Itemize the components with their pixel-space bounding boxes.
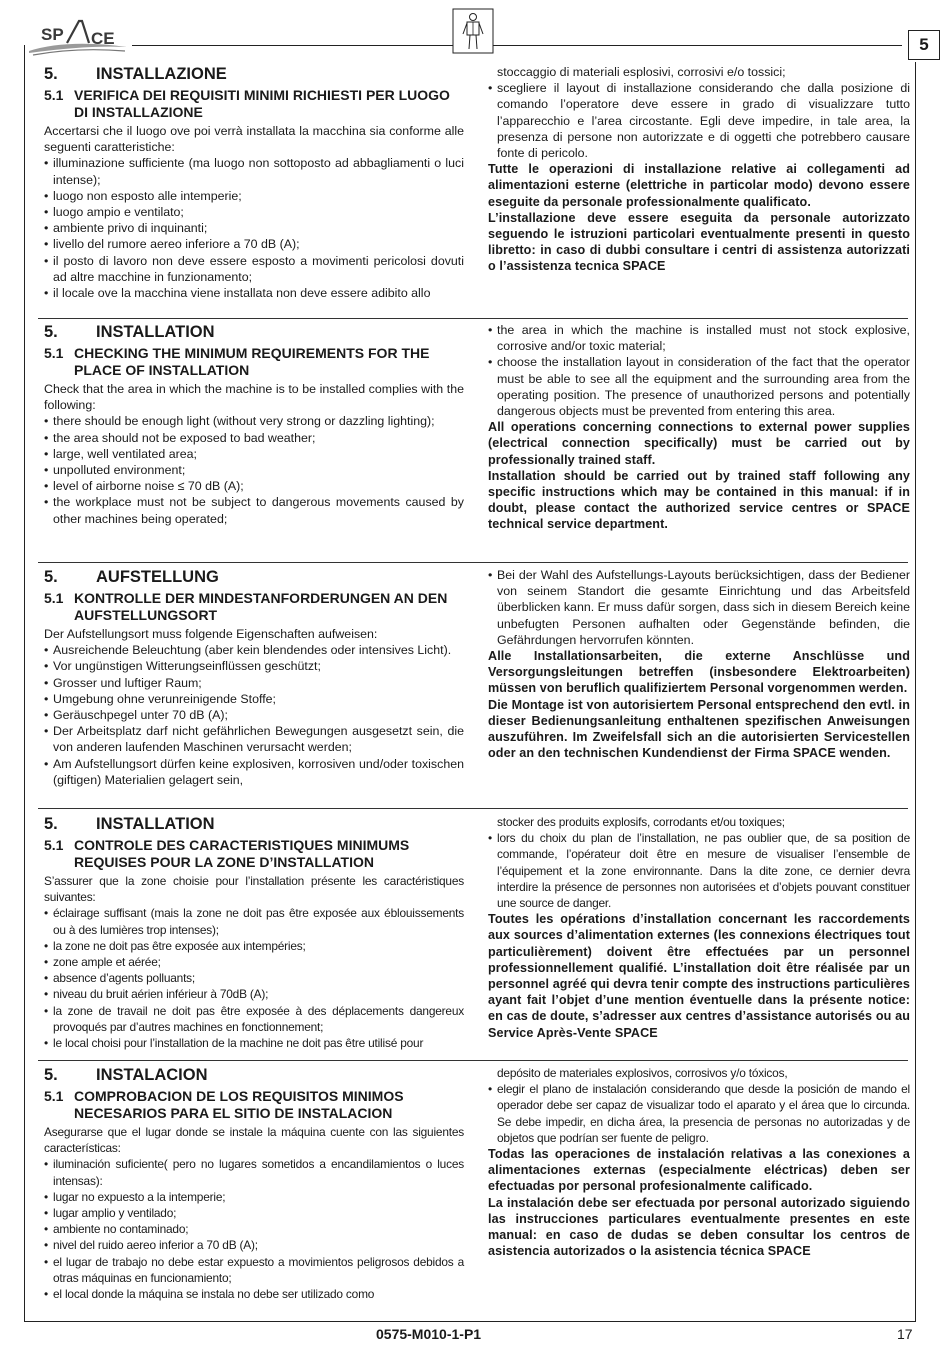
requirement-item: • luogo non esposto alle intemperie;	[44, 188, 464, 204]
requirement-item: • illuminazione sufficiente (ma luogo non sottoposto ad abbagliamenti o luci intense);	[44, 155, 464, 187]
requirement-item: • absence d’agents polluants;	[44, 970, 464, 986]
language-separator	[38, 318, 908, 319]
requirement-item: • la zone ne doit pas être exposée aux intempéries;	[44, 938, 464, 954]
requirement-item: • the area should not be exposed to bad weather;	[44, 430, 464, 446]
continued-item: depósito de materiales explosivos, corrosivos y/o tóxicos,	[497, 1066, 788, 1080]
requirement-item: • the workplace must not be subject to dangerous movements caused by other machines being operated;	[44, 494, 464, 526]
requirement-item: • zone ample et aérée;	[44, 954, 464, 970]
section-german-right-column	[488, 567, 910, 761]
svg-text:SP: SP	[41, 25, 64, 44]
intro-paragraph: S’assurer que la zone choisie pour l’installation présente les caractéristiques suivantes:	[44, 874, 464, 905]
subsection-title: CONTROLE DES CARACTERISTIQUES MINIMUMS REQUISES POUR LA ZONE D’INSTALLATION	[74, 837, 410, 870]
subsection-title: VERIFICA DEI REQUISITI MINIMI RICHIESTI PER LUOGO DI INSTALLAZIONE	[74, 87, 450, 120]
qualified-personnel-icon	[452, 8, 494, 54]
requirement-item: • livello del rumore aereo inferiore a 70 dB (A);	[44, 236, 464, 252]
subsection-number: 5.1	[44, 345, 64, 361]
chapter-badge: 5	[908, 30, 940, 60]
frame-right-rule	[915, 62, 916, 1322]
requirement-item: • ambiente privo di inquinanti;	[44, 220, 464, 236]
subsection-number: 5.1	[44, 837, 64, 853]
section-heading	[44, 322, 464, 342]
requirement-item: • Vor ungünstigen Witterungseinflüssen geschützt;	[44, 658, 464, 674]
subsection-heading	[44, 1088, 464, 1122]
requirement-item: • le local choisi pour l’installation de la machine ne doit pas être utilisé pour	[44, 1035, 464, 1051]
requirement-item: • Geräuschpegel unter 70 dB (A);	[44, 707, 464, 723]
requirement-item: • éclairage suffisant (mais la zone ne doit pas être exposée aux éblouissements ou à des lumières trop intenses);	[44, 905, 464, 937]
requirement-item: • level of airborne noise ≤ 70 dB (A);	[44, 478, 464, 494]
subsection-title: KONTROLLE DER MINDESTANFORDERUNGEN AN DEN AUFSTELLUNGSORT	[74, 590, 448, 623]
continued-item: stoccaggio di materiali esplosivi, corrosivi e/o tossici;	[497, 65, 786, 79]
section-english-right-column	[488, 322, 910, 533]
section-heading	[44, 1065, 464, 1085]
subsection-title: CHECKING THE MINIMUM REQUIREMENTS FOR THE PLACE OF INSTALLATION	[74, 345, 430, 378]
requirement-item: • elegir el plano de instalación considerando que desde la posición de mando el operador debe ser capaz de visualizar todo el aparato y el área que lo circunda. Se debe impedir, en dicha área, la presencia de personas no autorizadas y de objetos que podrían ser fuente de peligro.	[488, 1081, 910, 1146]
intro-paragraph: Accertarsi che il luogo ove poi verrà installata la macchina sia conforme alle seguenti caratteristiche:	[44, 124, 464, 155]
section-title: AUFSTELLUNG	[96, 568, 219, 586]
section-heading	[44, 567, 464, 587]
section-title: INSTALLATION	[96, 323, 215, 341]
subsection-number: 5.1	[44, 590, 64, 606]
requirement-item: • luogo ampio e ventilato;	[44, 204, 464, 220]
language-separator	[38, 808, 908, 809]
intro-paragraph: Asegurarse que el lugar donde se instale la máquina cuente con las siguientes características:	[44, 1125, 464, 1156]
frame-left-rule	[24, 45, 25, 1321]
requirement-item: • Grosser und luftiger Raum;	[44, 675, 464, 691]
requirement-item: • Am Aufstellungsort dürfen keine explosiven, korrosiven und/oder toxischen (giftigen) Materialien gelagert sein,	[44, 756, 464, 788]
requirement-item: • there should be enough light (without very strong or dazzling lighting);	[44, 413, 464, 429]
requirement-item: • lors du choix du plan de l’installation, ne pas oublier que, de sa position de commande, l’opérateur doit être en mesure de visualiser l’ensemble de l’équipement et la zone environnante. Dans la dite zone, ce dernier devra interdire la présence de personnes non autorisées et d’objets pouvant constituer une source de danger.	[488, 830, 910, 911]
section-title: INSTALLAZIONE	[96, 65, 227, 83]
section-italian-right-column	[488, 64, 910, 275]
requirement-item: • la zone de travail ne doit pas être exposée à des déplacements dangereux provoqués par d’autres machines en fonctionnement;	[44, 1003, 464, 1035]
requirement-item: • il posto di lavoro non deve essere esposto a movimenti pericolosi dovuti ad altre macchine in funzionamento;	[44, 253, 464, 285]
language-separator	[38, 1060, 908, 1061]
subsection-number: 5.1	[44, 1088, 64, 1104]
section-number: 5.	[44, 65, 58, 83]
svg-text:CE: CE	[91, 29, 115, 48]
warning-paragraph: Tutte le operazioni di installazione relative ai collegamenti ad alimentazioni esterne (elettriche in particolar modo) devono essere eseguite da personale professionalmente qualificato.	[488, 162, 910, 209]
section-heading	[44, 814, 464, 834]
section-italian-left-column	[44, 64, 464, 301]
section-number: 5.	[44, 815, 58, 833]
requirement-item: • ambiente no contaminado;	[44, 1221, 464, 1237]
requirement-item: • il locale ove la macchina viene installata non deve essere adibito allo	[44, 285, 464, 301]
requirement-item: • choose the installation layout in consideration of the fact that the operator must be able to see all the equipment and the surrounding area from the operating position. The presence of unauthorized persons and potentially dangerous objects must be prevented from entering this area.	[488, 354, 910, 419]
requirement-item: • Umgebung ohne verunreinigende Stoffe;	[44, 691, 464, 707]
subsection-heading	[44, 87, 464, 121]
warning-paragraph: Todas las operaciones de instalación relativas a las conexiones a alimentaciones externas (especialmente eléctricas) deben ser efectuadas por personal profesionalmente calificado.	[488, 1147, 910, 1194]
subsection-number: 5.1	[44, 87, 64, 103]
section-number: 5.	[44, 323, 58, 341]
warning-paragraph: L’installazione deve essere eseguita da personale autorizzato seguendo le istruzioni particolari eventualmente presenti in questo libretto: in caso di dubbi consultare i centri di assistenza autorizzati o l’assistenza tecnica SPACE	[488, 210, 910, 274]
section-english-left-column	[44, 322, 464, 527]
section-spanish-left-column	[44, 1065, 464, 1302]
frame-bottom-rule	[24, 1321, 916, 1322]
requirement-item: • niveau du bruit aérien inférieur à 70dB (A);	[44, 986, 464, 1002]
intro-paragraph: Der Aufstellungsort muss folgende Eigenschaften aufweisen:	[44, 627, 378, 641]
subsection-heading	[44, 590, 464, 624]
section-german-left-column	[44, 567, 464, 788]
requirement-item: • iluminación suficiente( pero no lugares sometidos a encandilamientos o luces intensas):	[44, 1156, 464, 1188]
warning-paragraph: Installation should be carried out by trained staff following any specific instructions which may be contained in this manual: if in doubt, please contact the authorized service centres or SPACE technical service department.	[488, 468, 910, 532]
requirement-item: • Der Arbeitsplatz darf nicht gefährlichen Bewegungen ausgesetzt sein, die von anderen laufenden Maschinen verursacht werden;	[44, 723, 464, 755]
language-separator	[38, 562, 908, 563]
requirement-item: • unpolluted environment;	[44, 462, 464, 478]
requirement-item: • Bei der Wahl des Aufstellungs-Layouts berücksichtigen, dass der Bediener von seinem Standort die gesamte Einrichtung und das Arbeitsfeld überblicken kann. Er muss dafür sorgen, dass sich in diesem Bereich keine unbefugten Personen aufhalten oder Gegenstände befinden, die Gefährdungen hervorrufen könnten.	[488, 567, 910, 648]
page-number: 17	[897, 1326, 913, 1342]
warning-paragraph: Toutes les opérations d’installation concernant les raccordements aux sources d’alimentation externes (les connexions électriques tout particulièrement) doivent être effectuées par un personnel professionnellement qualifié. L’installation doit être réalisée par un personnel agréé qui devra tenir compte des instructions particulières ayant fait l’objet d’une mention éventuelle dans la présente notice: en cas de doute, s’adresser aux centres d’assistance autorisés ou au Service Après-Vente SPACE	[488, 912, 910, 1040]
requirement-item: • nivel del ruido aereo inferior a 70 dB (A);	[44, 1237, 464, 1253]
requirement-item: • lugar amplio y ventilado;	[44, 1205, 464, 1221]
requirement-item: • Ausreichende Beleuchtung (aber kein blendendes oder intensives Licht).	[44, 642, 464, 658]
requirement-item: • el lugar de trabajo no debe estar expuesto a movimientos peligrosos debidos a otras máquinas en funcionamiento;	[44, 1254, 464, 1286]
continued-item: stocker des produits explosifs, corrodants et/ou toxiques;	[497, 815, 785, 829]
section-number: 5.	[44, 568, 58, 586]
subsection-heading	[44, 837, 464, 871]
section-title: INSTALLATION	[96, 815, 215, 833]
section-french-right-column	[488, 814, 910, 1041]
warning-paragraph: Alle Installationsarbeiten, die externe Anschlüsse und Versorgungsleitungen betreffen (insbesondere Elektroarbeiten) müssen von beruflich qualifiziertem Personal vorgenommen werden.	[488, 649, 910, 696]
section-heading	[44, 64, 464, 84]
space-logo	[27, 17, 131, 57]
warning-paragraph: Die Montage ist von autorisiertem Personal entsprechend den evtl. in dieser Bedienungsanleitung enthaltenen spezifischen Anweisungen auszuführen. Im Zweifelsfall sich an die autorisierten Servicestellen oder an den technischen Kundendienst der Firma SPACE wenden.	[488, 697, 910, 761]
subsection-title: COMPROBACION DE LOS REQUISITOS MINIMOS NECESARIOS PARA EL SITIO DE INSTALACION	[74, 1088, 404, 1121]
warning-paragraph: All operations concerning connections to external power supplies (electrical connection specifically) must be carried out by professionally trained staff.	[488, 420, 910, 467]
section-spanish-right-column	[488, 1065, 910, 1259]
document-code: 0575-M010-1-P1	[376, 1326, 482, 1342]
intro-paragraph: Check that the area in which the machine is to be installed complies with the following:	[44, 382, 464, 413]
requirement-item: • the area in which the machine is installed must not stock explosive, corrosive and/or toxic material;	[488, 322, 910, 354]
frame-top-rule	[132, 45, 902, 46]
requirement-item: • lugar no expuesto a la intemperie;	[44, 1189, 464, 1205]
requirement-item: • scegliere il layout di installazione considerando che dalla posizione di comando l’operatore deve essere in grado di visualizzare tutto l’apparecchio e l’area circostante. Egli deve impedire, in tale area, la presenza di persone non autorizzate e di oggetti che potrebbero causare fonte di pericolo.	[488, 80, 910, 161]
warning-paragraph: La instalación debe ser efectuada por personal autorizado siguiendo las instrucciones particulares eventualmente presentes en este manual: en caso de dudas se deben consultar los centros de asistencia autorizados o la asistencia técnica SPACE	[488, 1195, 910, 1259]
section-french-left-column	[44, 814, 464, 1051]
requirement-item: • el local donde la máquina se instala no debe ser utilizado como	[44, 1286, 464, 1302]
requirement-item: • large, well ventilated area;	[44, 446, 464, 462]
section-title: INSTALACION	[96, 1066, 208, 1084]
section-number: 5.	[44, 1066, 58, 1084]
subsection-heading	[44, 345, 464, 379]
